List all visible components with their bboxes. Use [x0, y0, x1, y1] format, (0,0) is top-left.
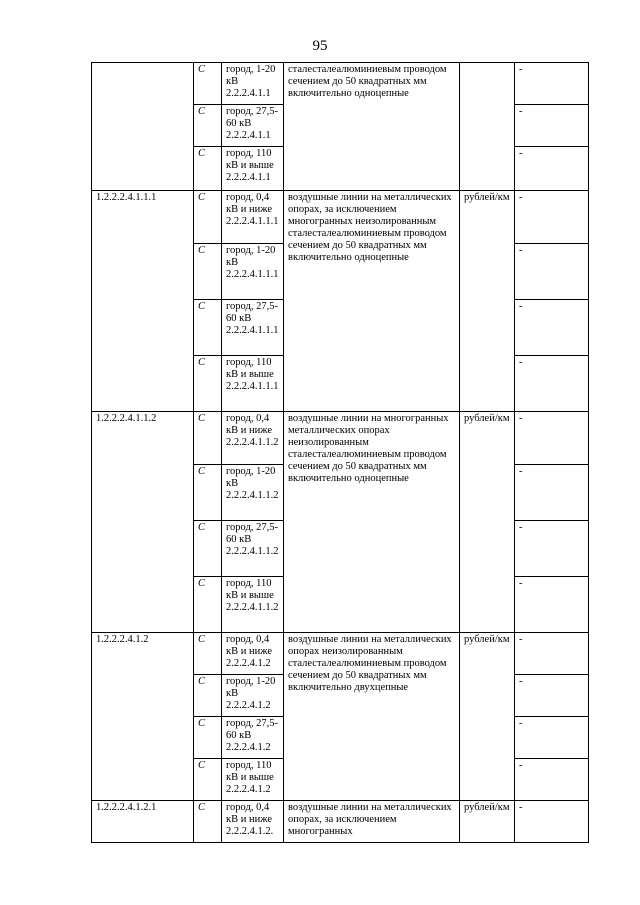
value-cell: -: [515, 105, 589, 147]
voltage-description: город, 110 кВ и выше 2.2.2.4.1.1.2: [222, 577, 284, 633]
category-cell: C: [194, 63, 222, 105]
item-code: [92, 63, 194, 191]
category-cell: C: [194, 191, 222, 244]
object-description: воздушные линии на металлических опорах, за исключением многогранных неизолированным сталесталеалюминиевым проводом сечением до 50 квадратных мм включительно одноцепные: [284, 191, 460, 412]
category-cell: C: [194, 577, 222, 633]
value-cell: -: [515, 356, 589, 412]
value-cell: -: [515, 300, 589, 356]
page-number: 95: [312, 38, 328, 54]
object-description: воздушные линии на многогранных металлических опорах неизолированным сталесталеалюминиевым проводом сечением до 50 квадратных мм включительно одноцепные: [284, 412, 460, 633]
voltage-description: город, 1-20 кВ 2.2.2.4.1.1.2: [222, 465, 284, 521]
unit-cell: рублей/км: [460, 801, 515, 843]
voltage-description: город, 27,5-60 кВ 2.2.2.4.1.2: [222, 717, 284, 759]
value-cell: -: [515, 465, 589, 521]
value-cell: -: [515, 801, 589, 843]
value-cell: -: [515, 717, 589, 759]
value-cell: -: [515, 412, 589, 465]
voltage-description: город, 27,5-60 кВ 2.2.2.4.1.1.1: [222, 300, 284, 356]
voltage-description: город, 0,4 кВ и ниже 2.2.2.4.1.2: [222, 633, 284, 675]
item-code: 1.2.2.2.4.1.1.1: [92, 191, 194, 412]
category-cell: C: [194, 717, 222, 759]
item-code: 1.2.2.2.4.1.2: [92, 633, 194, 801]
category-cell: C: [194, 759, 222, 801]
value-cell: -: [515, 521, 589, 577]
item-code: 1.2.2.2.4.1.2.1: [92, 801, 194, 843]
unit-cell: [460, 63, 515, 191]
value-cell: -: [515, 759, 589, 801]
category-cell: C: [194, 105, 222, 147]
unit-cell: рублей/км: [460, 412, 515, 633]
category-cell: C: [194, 633, 222, 675]
value-cell: -: [515, 244, 589, 300]
voltage-description: город, 110 кВ и выше 2.2.2.4.1.2: [222, 759, 284, 801]
category-cell: C: [194, 244, 222, 300]
voltage-description: город, 0,4 кВ и ниже 2.2.2.4.1.1.2: [222, 412, 284, 465]
value-cell: -: [515, 675, 589, 717]
voltage-description: город, 27,5-60 кВ 2.2.2.4.1.1.2: [222, 521, 284, 577]
voltage-description: город, 1-20 кВ 2.2.2.4.1.1.1: [222, 244, 284, 300]
object-description: воздушные линии на металлических опорах, за исключением многогранных: [284, 801, 460, 843]
category-cell: C: [194, 356, 222, 412]
voltage-description: город, 0,4 кВ и ниже 2.2.2.4.1.2.: [222, 801, 284, 843]
voltage-description: город, 1-20 кВ 2.2.2.4.1.2: [222, 675, 284, 717]
object-description: воздушные линии на металлических опорах неизолированным сталесталеалюминиевым проводом сечением до 50 квадратных мм включительно двухцепные: [284, 633, 460, 801]
table-row: [92, 633, 589, 675]
voltage-description: город, 0,4 кВ и ниже 2.2.2.4.1.1.1: [222, 191, 284, 244]
voltage-description: город, 27,5-60 кВ 2.2.2.4.1.1: [222, 105, 284, 147]
value-cell: -: [515, 633, 589, 675]
table-row: [92, 412, 589, 465]
table-body: [92, 63, 589, 843]
unit-cell: рублей/км: [460, 191, 515, 412]
unit-cell: рублей/км: [460, 633, 515, 801]
category-cell: C: [194, 412, 222, 465]
object-description: сталесталеалюминиевым проводом сечением до 50 квадратных мм включительно одноцепные: [284, 63, 460, 191]
value-cell: -: [515, 577, 589, 633]
value-cell: -: [515, 147, 589, 191]
category-cell: C: [194, 675, 222, 717]
voltage-description: город, 110 кВ и выше 2.2.2.4.1.1: [222, 147, 284, 191]
voltage-description: город, 1-20 кВ 2.2.2.4.1.1: [222, 63, 284, 105]
value-cell: -: [515, 191, 589, 244]
tariff-table: [91, 62, 589, 843]
category-cell: C: [194, 147, 222, 191]
voltage-description: город, 110 кВ и выше 2.2.2.4.1.1.1: [222, 356, 284, 412]
category-cell: C: [194, 801, 222, 843]
category-cell: C: [194, 465, 222, 521]
category-cell: C: [194, 300, 222, 356]
table-row: [92, 63, 589, 105]
table-row: [92, 191, 589, 244]
category-cell: C: [194, 521, 222, 577]
value-cell: -: [515, 63, 589, 105]
item-code: 1.2.2.2.4.1.1.2: [92, 412, 194, 633]
table-row: [92, 801, 589, 843]
